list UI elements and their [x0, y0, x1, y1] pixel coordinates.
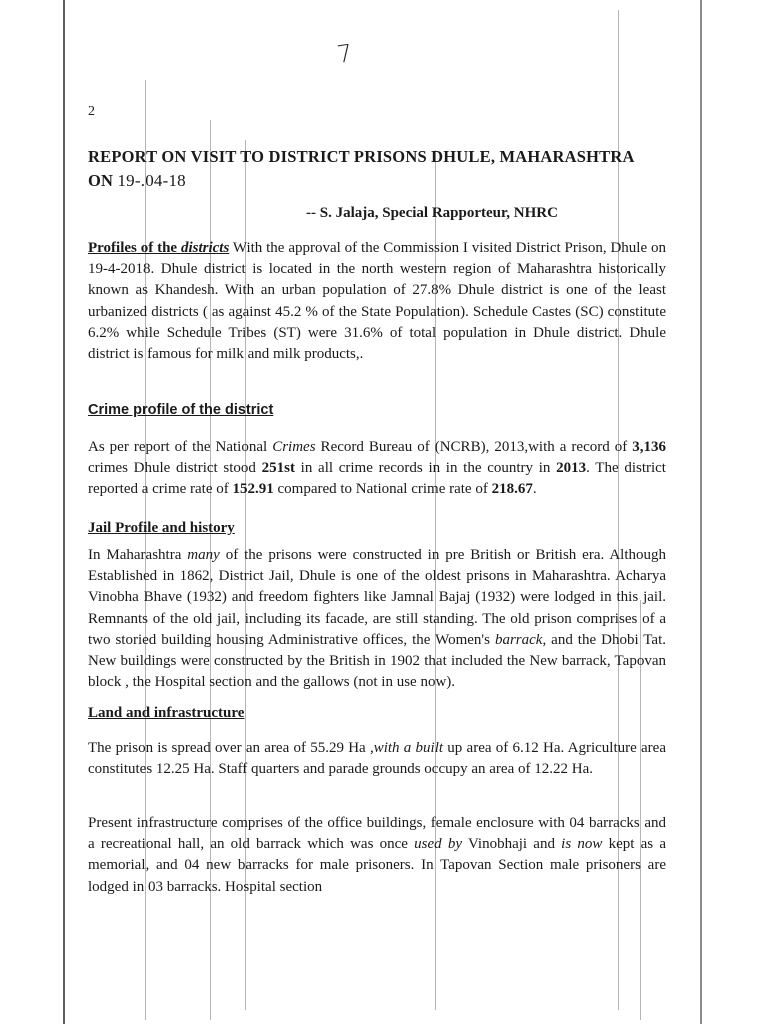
land-paragraph-1: The prison is spread over an area of 55.29 Ha ,with a built up area of 6.12 Ha. Agriculture area constitutes 12.25 Ha. Staff quarters and parade grounds occupy an area of 12.22 Ha. — [88, 740, 666, 778]
crime-heading: Crime profile of the district — [88, 402, 274, 418]
crime-paragraph: As per report of the National Crimes Record Bureau of (NCRB), 2013,with a record of 3,136 crimes Dhule district stood 251st in all crime records in in the country in 2013. The district reported a crime rate of 152.91 compared to National crime rate of 218.67. — [88, 439, 667, 498]
title-line-1: REPORT ON VISIT TO DISTRICT PRISONS DHULE, MAHARASHTRA — [88, 147, 635, 166]
profiles-paragraph — [88, 238, 666, 365]
scan-line — [63, 0, 65, 1024]
land-paragraph-2: Present infrastructure comprises of the office buildings, female enclosure with 04 barracks and a recreational hall, an old barrack which was once used by Vinobhaji and is now kept as a memorial, and 04 new barracks for male prisoners. In Tapovan Section male prisoners are lodged in 03 barracks. Hospital section — [88, 815, 667, 895]
land-heading: Land and infrastructure — [88, 705, 245, 721]
scan-line — [700, 0, 702, 1024]
title-on-label: ON — [88, 171, 118, 190]
visit-date: 19-.04-18 — [117, 171, 186, 190]
jail-paragraph: In Maharashtra many of the prisons were constructed in pre British or British era. Although Established in 1862, District Jail, Dhule is one of the oldest prisons in Maharashtra. Acharya Vinobha Bhave (1932) and freedom fighters like Jamnal Bajaj (1932) were lodged in this jail. Remnants of the old jail, including its facade, are still standing. The old prison comprises of a two storied building housing Administrative offices, the Women's barrack, and the Dhobi Tat. New buildings were constructed by the British in 1902 that included the New barrack, Tapovan block , the Hospital section and the gallows (not in use now). — [88, 547, 667, 691]
profiles-heading: Profiles of the districts — [88, 240, 230, 256]
author-line: -- S. Jalaja, Special Rapporteur, NHRC — [306, 205, 558, 221]
jail-heading: Jail Profile and history — [88, 520, 235, 536]
profiles-text: With the approval of the Commission I visited District Prison, Dhule on 19-4-2018. Dhule district is located in the north western region of Maharashtra historically known as Khandesh. With an urban population of 27.8% Dhule district is one of the least urbanized districts ( as against 45.2 % of the State Population). Schedule Castes (SC) constitute 6.2% while Schedule Tribes (ST) were 31.6% of total population in Dhule district. Dhule district is famous for milk and milk products,. — [88, 240, 666, 363]
handwritten-page-mark: 7 — [335, 39, 355, 69]
title-line-2 — [88, 169, 678, 193]
page-number: 2 — [88, 104, 95, 119]
document-title — [88, 145, 678, 193]
